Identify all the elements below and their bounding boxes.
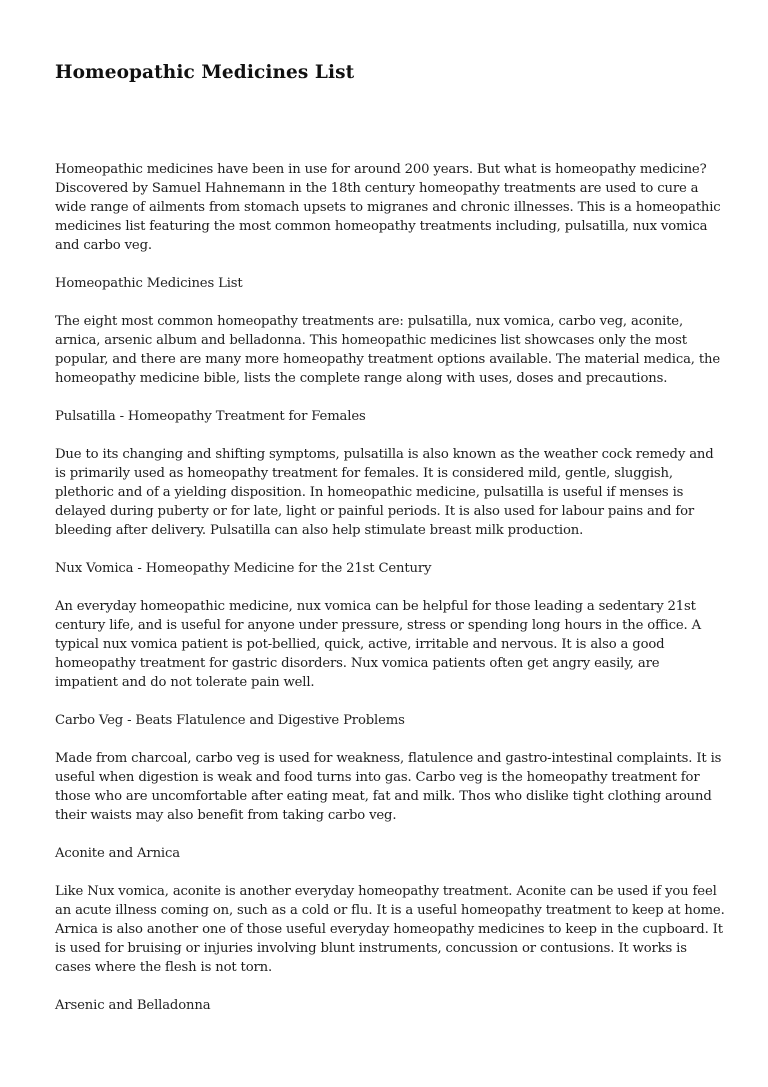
section-heading-carbo-veg: Carbo Veg - Beats Flatulence and Digestive Problems xyxy=(55,713,405,728)
carbo-veg-paragraph: Made from charcoal, carbo veg is used for weakness, flatulence and gastro-intestinal complaints. It is useful when digestion is weak and food turns into gas. Carbo veg is the homeopathy treatment for those who are uncomfortable after eating meat, fat and milk. Thos who dislike tight clothing around their waists may also benefit from taking carbo veg. xyxy=(55,751,722,823)
section-heading-pulsatilla: Pulsatilla - Homeopathy Treatment for Females xyxy=(55,409,366,424)
section-heading-medicines-list: Homeopathic Medicines List xyxy=(55,276,243,291)
section-heading-arsenic-belladonna: Arsenic and Belladonna xyxy=(55,998,211,1013)
intro-paragraph: Homeopathic medicines have been in use for around 200 years. But what is homeopathy medicine? Discovered by Samuel Hahnemann in the 18th century homeopathy treatments are used to cure a wide range of ailments from stomach upsets to migranes and chronic illnesses. This is a homeopathic medicines list featuring the most common homeopathy treatments including, pulsatilla, nux vomica and carbo veg. xyxy=(55,162,721,253)
pulsatilla-paragraph: Due to its changing and shifting symptoms, pulsatilla is also known as the weather cock remedy and is primarily used as homeopathy treatment for females. It is considered mild, gentle, sluggish, plethoric and of a yielding disposition. In homeopathic medicine, pulsatilla is useful if menses is delayed during puberty or for late, light or painful periods. It is also used for labour pains and for bleeding after delivery. Pulsatilla can also help stimulate breast milk production. xyxy=(55,447,714,538)
aconite-arnica-paragraph: Like Nux vomica, aconite is another everyday homeopathy treatment. Aconite can be used if you feel an acute illness coming on, such as a cold or flu. It is a useful homeopathy treatment to keep at home. Arnica is also another one of those useful everyday homeopathy medicines to keep in the cupboard. It is used for bruising or injuries involving blunt instruments, concussion or contusions. It works is cases where the flesh is not torn. xyxy=(55,884,725,975)
section-heading-nux-vomica: Nux Vomica - Homeopathy Medicine for the 21st Century xyxy=(55,561,432,576)
medicines-list-paragraph: The eight most common homeopathy treatments are: pulsatilla, nux vomica, carbo veg, aconite, arnica, arsenic album and belladonna. This homeopathic medicines list showcases only the most popular, and there are many more homeopathy treatment options available. The material medica, the homeopathy medicine bible, lists the complete range along with uses, doses and precautions. xyxy=(55,314,721,386)
document-title: Homeopathic Medicines List xyxy=(55,62,355,83)
document-body xyxy=(55,160,725,1034)
section-heading-aconite-arnica: Aconite and Arnica xyxy=(55,846,180,861)
nux-vomica-paragraph: An everyday homeopathic medicine, nux vomica can be helpful for those leading a sedentary 21st century life, and is useful for anyone under pressure, stress or spending long hours in the office. A typical nux vomica patient is pot-bellied, quick, active, irritable and nervous. It is also a good homeopathy treatment for gastric disorders. Nux vomica patients often get angry easily, are impatient and do not tolerate pain well. xyxy=(55,599,701,690)
